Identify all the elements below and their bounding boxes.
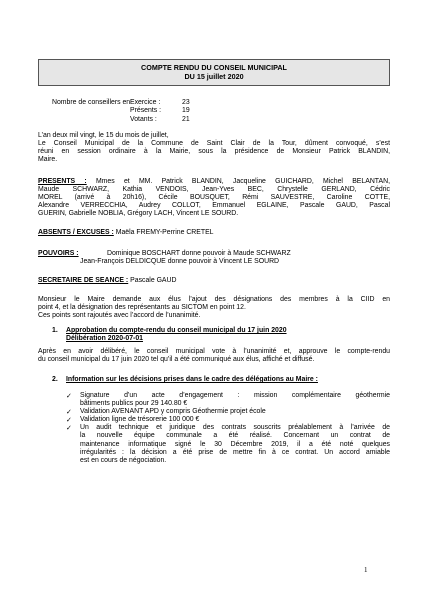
text-line: Un audit technique et juridique des contrats souscrits préalablement à l’arrivée de bbox=[80, 424, 390, 432]
section-title: Approbation du compte-rendu du conseil municipal du 17 juin 2020 bbox=[66, 327, 287, 334]
text-line: Validation ligne de trésorerie 100 000 € bbox=[80, 416, 200, 424]
presents-label: PRESENTS : bbox=[38, 178, 87, 185]
section-1-body bbox=[38, 348, 390, 364]
pouvoirs-label: POUVOIRS : bbox=[38, 250, 79, 257]
title-line-1: COMPTE RENDU DU CONSEIL MUNICIPAL bbox=[141, 63, 287, 72]
decisions-list bbox=[66, 392, 390, 465]
checkmark-icon: ✓ bbox=[66, 408, 72, 417]
text-line: du conseil municipal du 17 juin 2020 tel qu’il a été communiqué aux élus, affiché et diffusé. bbox=[38, 356, 315, 364]
section-number: 1. bbox=[52, 327, 58, 334]
text-line: Mmes et MM. Patrick BLANDIN, Jacqueline GUICHARD, Michel BELANTAN, bbox=[86, 178, 390, 185]
count-key: Présents : bbox=[130, 107, 162, 115]
secretaire-text: Pascale GAUD bbox=[128, 277, 177, 284]
secretaire-label: SECRETAIRE DE SEANCE : bbox=[38, 277, 129, 284]
text-line: bâtiments publics pour 29 140.80 € bbox=[80, 400, 188, 408]
intro-paragraph bbox=[38, 132, 390, 164]
text-line: Après en avoir délibéré, le conseil municipal vote à l’unanimité et, approuve le compte-rendu bbox=[38, 348, 390, 355]
count-value: 23 bbox=[182, 99, 190, 106]
count-key: Votants : bbox=[130, 115, 157, 123]
pouvoir-2: Jean-François DELDICQUE donne pouvoir à Vincent LE SOURD bbox=[80, 258, 280, 265]
list-item bbox=[66, 424, 390, 464]
presents-paragraph bbox=[38, 178, 390, 218]
text-line: point 4, et la désignation des représentants au SICTOM en point 12. bbox=[38, 304, 246, 312]
text-line: Ces points sont rajoutés avec l’accord de l’unanimité. bbox=[38, 312, 201, 320]
text-line: Maude SCHWARZ, Kathia VENDOIS, Jean-Yves BEC, Chrystelle GERLAND, Cédric bbox=[38, 186, 390, 194]
text-line: MOREL (arrivé à 20h16), Cécile BOUSQUET, Rémi SAUVESTRE, Caroline COTTE, bbox=[38, 194, 390, 202]
section-number: 2. bbox=[52, 376, 58, 383]
text-line: est en cours de négociation. bbox=[80, 456, 167, 464]
deliberation-number: Délibération 2020-07-01 bbox=[66, 335, 143, 342]
secretaire-line bbox=[38, 277, 177, 285]
page-number: 1 bbox=[364, 566, 368, 574]
count-key: Exercice : bbox=[130, 99, 161, 106]
text-line: Signature d’un acte d’engagement : mission complémentaire géothermie bbox=[80, 392, 390, 399]
absents-line bbox=[38, 229, 214, 237]
text-line: irrégularités : la décision a été prise de mettre fin à ce contrat. Un accord amiable bbox=[80, 448, 390, 456]
pouvoir-1: Dominique BOSCHART donne pouvoir à Maude SCHWARZ bbox=[107, 250, 291, 257]
count-row bbox=[130, 107, 190, 115]
section-title: Information sur les décisions prises dans le cadre des délégations au Maire : bbox=[66, 376, 318, 383]
checkmark-icon: ✓ bbox=[66, 424, 72, 433]
absents-text: Maëla FREMY-Perrine CRETEL bbox=[113, 229, 214, 236]
section-1-subtitle bbox=[66, 335, 143, 343]
title-line-2: DU 15 juillet 2020 bbox=[184, 72, 244, 81]
list-item bbox=[66, 392, 390, 408]
count-value: 19 bbox=[182, 107, 190, 115]
text-line: GUERIN, Gabrielle NOBLIA, Grégory LACH, Vincent LE SOURD. bbox=[38, 210, 239, 218]
text-line: L’an deux mil vingt, le 15 du mois de juillet, bbox=[38, 132, 169, 139]
checkmark-icon: ✓ bbox=[66, 392, 72, 400]
text-line: Validation AVENANT APD y compris Géothermie projet école bbox=[80, 408, 266, 416]
absents-label: ABSENTS / EXCUSES : bbox=[38, 229, 114, 236]
list-item bbox=[66, 408, 390, 416]
pouvoirs-line bbox=[38, 250, 79, 258]
text-line: maintenance informatique signé le 30 Décembre 2019, il a été noté quelques bbox=[80, 440, 390, 448]
title-box bbox=[38, 59, 390, 86]
count-row bbox=[130, 116, 190, 124]
text-line: la nouvelle équipe communale a été réalisé. Concernant un contrat de bbox=[80, 432, 390, 440]
section-2-heading bbox=[52, 376, 318, 384]
count-row bbox=[130, 99, 190, 107]
text-line: réuni en session ordinaire à la Mairie, sous la présidence de Monsieur Patrick BLANDIN, bbox=[38, 148, 390, 156]
text-line: Alexandre VERRECCHIA, Audrey COLLOT, Emmanuel EGLAINE, Pascale GAUD, Pascal bbox=[38, 202, 390, 210]
text-line: Maire. bbox=[38, 156, 58, 164]
text-line: Le Conseil Municipal de la Commune de Saint Clair de la Tour, dûment convoqué, s’est bbox=[38, 140, 390, 148]
counts-label: Nombre de conseillers en bbox=[52, 99, 131, 106]
text-line: Monsieur le Maire demande aux élus l’ajout des désignations des membres à la CIID en bbox=[38, 296, 390, 303]
section-1-heading bbox=[52, 327, 287, 335]
count-value: 21 bbox=[182, 115, 190, 123]
ajout-paragraph bbox=[38, 296, 390, 320]
list-item bbox=[66, 416, 390, 424]
checkmark-icon: ✓ bbox=[66, 416, 72, 425]
